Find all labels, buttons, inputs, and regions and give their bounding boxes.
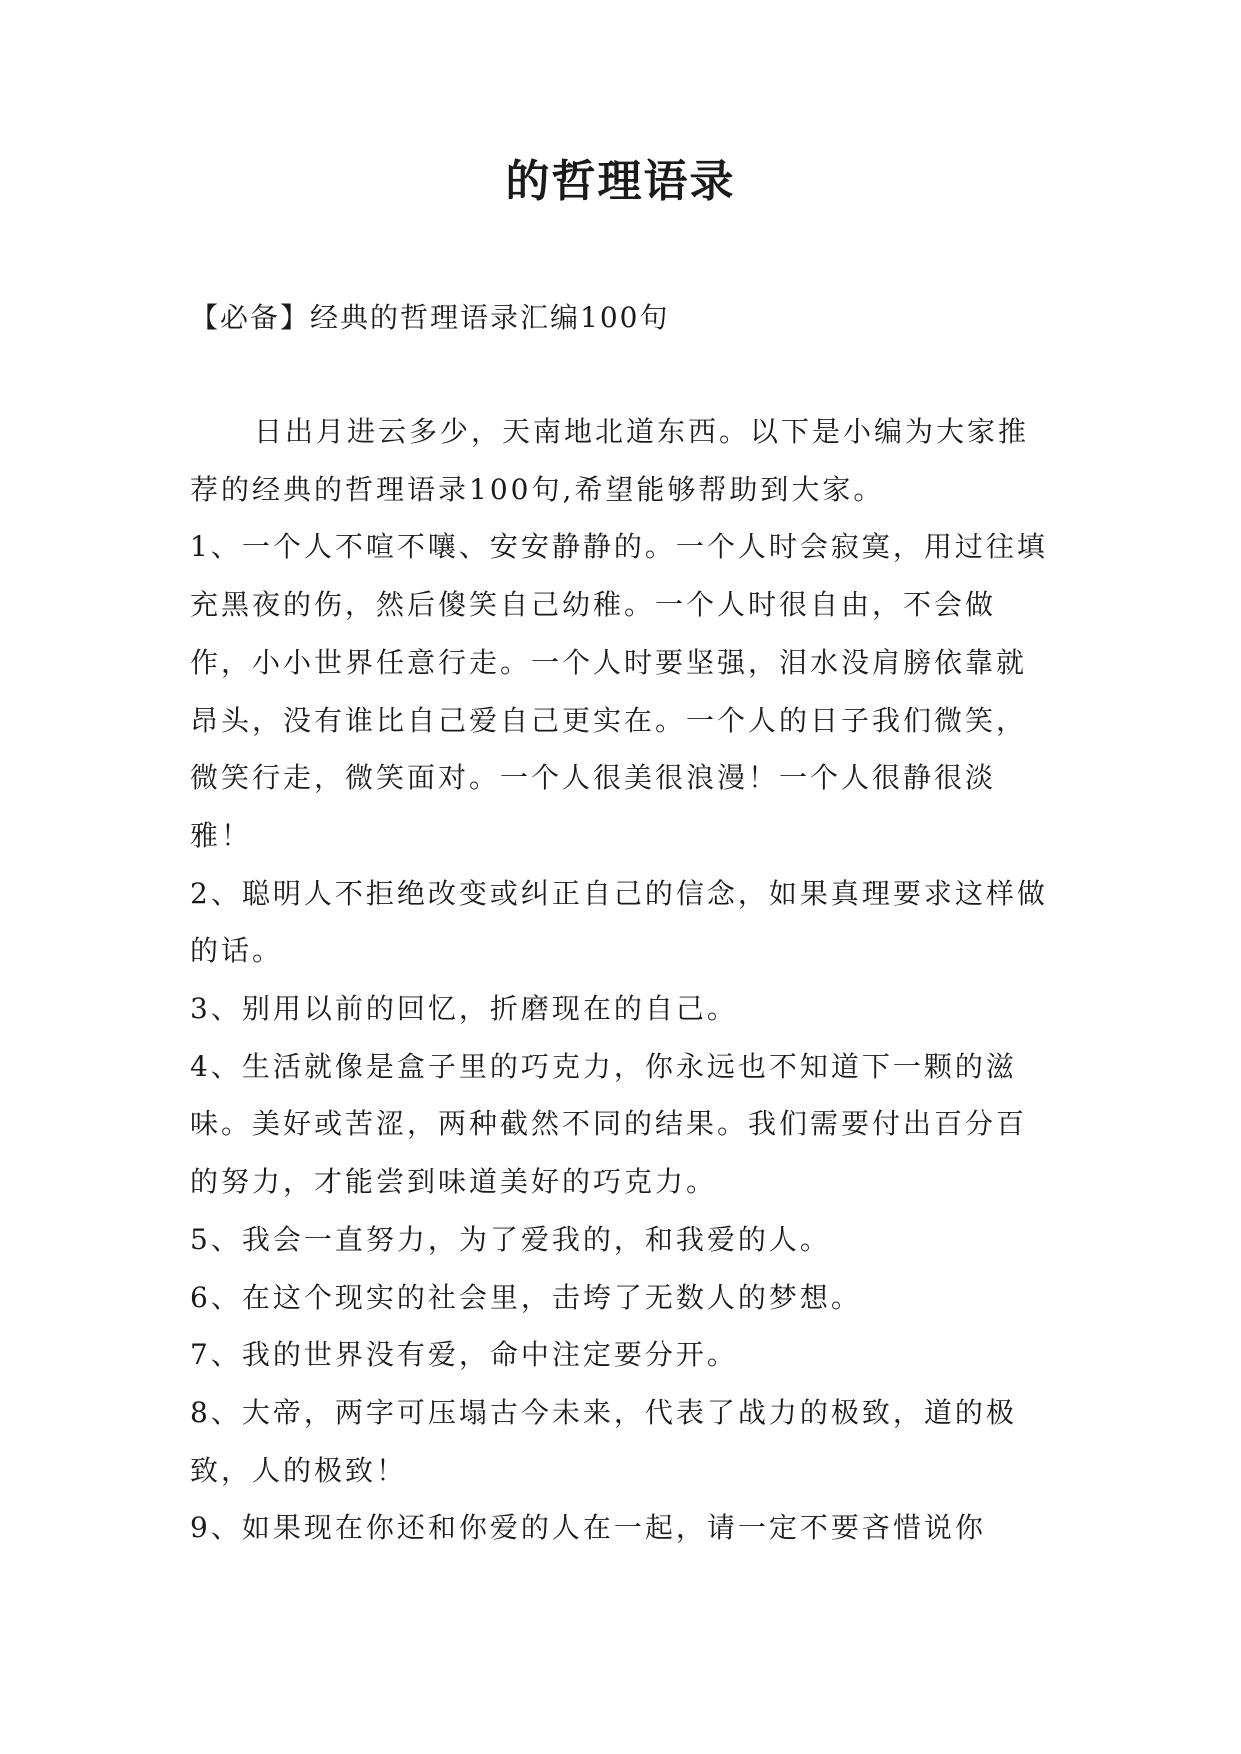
- quote-item-4: 4、生活就像是盒子里的巧克力，你永远也不知道下一颗的滋味。美好或苦涩，两种截然不同的结果。我们需要付出百分百的努力，才能尝到味道美好的巧克力。: [190, 1049, 1028, 1199]
- quote-item-2: 2、聪明人不拒绝改变或纠正自己的信念，如果真理要求这样做的话。: [190, 876, 1048, 968]
- quote-item-9: 9、如果现在你还和你爱的人在一起，请一定不要吝惜说你: [190, 1511, 986, 1545]
- quote-item-8: 8、大帝，两字可压塌古今未来，代表了战力的极致，道的极致，人的极致！: [190, 1395, 1017, 1487]
- quote-item-5: 5、我会一直努力，为了爱我的，和我爱的人。: [190, 1222, 831, 1256]
- document-body: [190, 403, 1050, 1557]
- quote-item-6: 6、在这个现实的社会里，击垮了无数人的梦想。: [190, 1280, 862, 1314]
- quote-item-7: 7、我的世界没有爱，命中注定要分开。: [190, 1338, 738, 1372]
- quote-item-1: 1、一个人不喧不嚷、安安静静的。一个人时会寂寞，用过往填充黑夜的伤，然后傻笑自己幼稚。一个人时很自由，不会做作，小小世界任意行走。一个人时要坚强，泪水没肩膀依靠就昂头，没有谁比自己爱自己更实在。一个人的日子我们微笑，微笑行走，微笑面对。一个人很美很浪漫！一个人很静很淡雅！: [190, 530, 1048, 852]
- quote-item-3: 3、别用以前的回忆，折磨现在的自己。: [190, 992, 738, 1026]
- page-title: 的哲理语录: [505, 156, 736, 207]
- document-subtitle: 【必备】经典的哲理语录汇编100句: [190, 301, 670, 334]
- intro-paragraph: 日出月进云多少，天南地北道东西。以下是小编为大家推荐的经典的哲理语录100句,希望能够帮助到大家。: [190, 415, 1030, 506]
